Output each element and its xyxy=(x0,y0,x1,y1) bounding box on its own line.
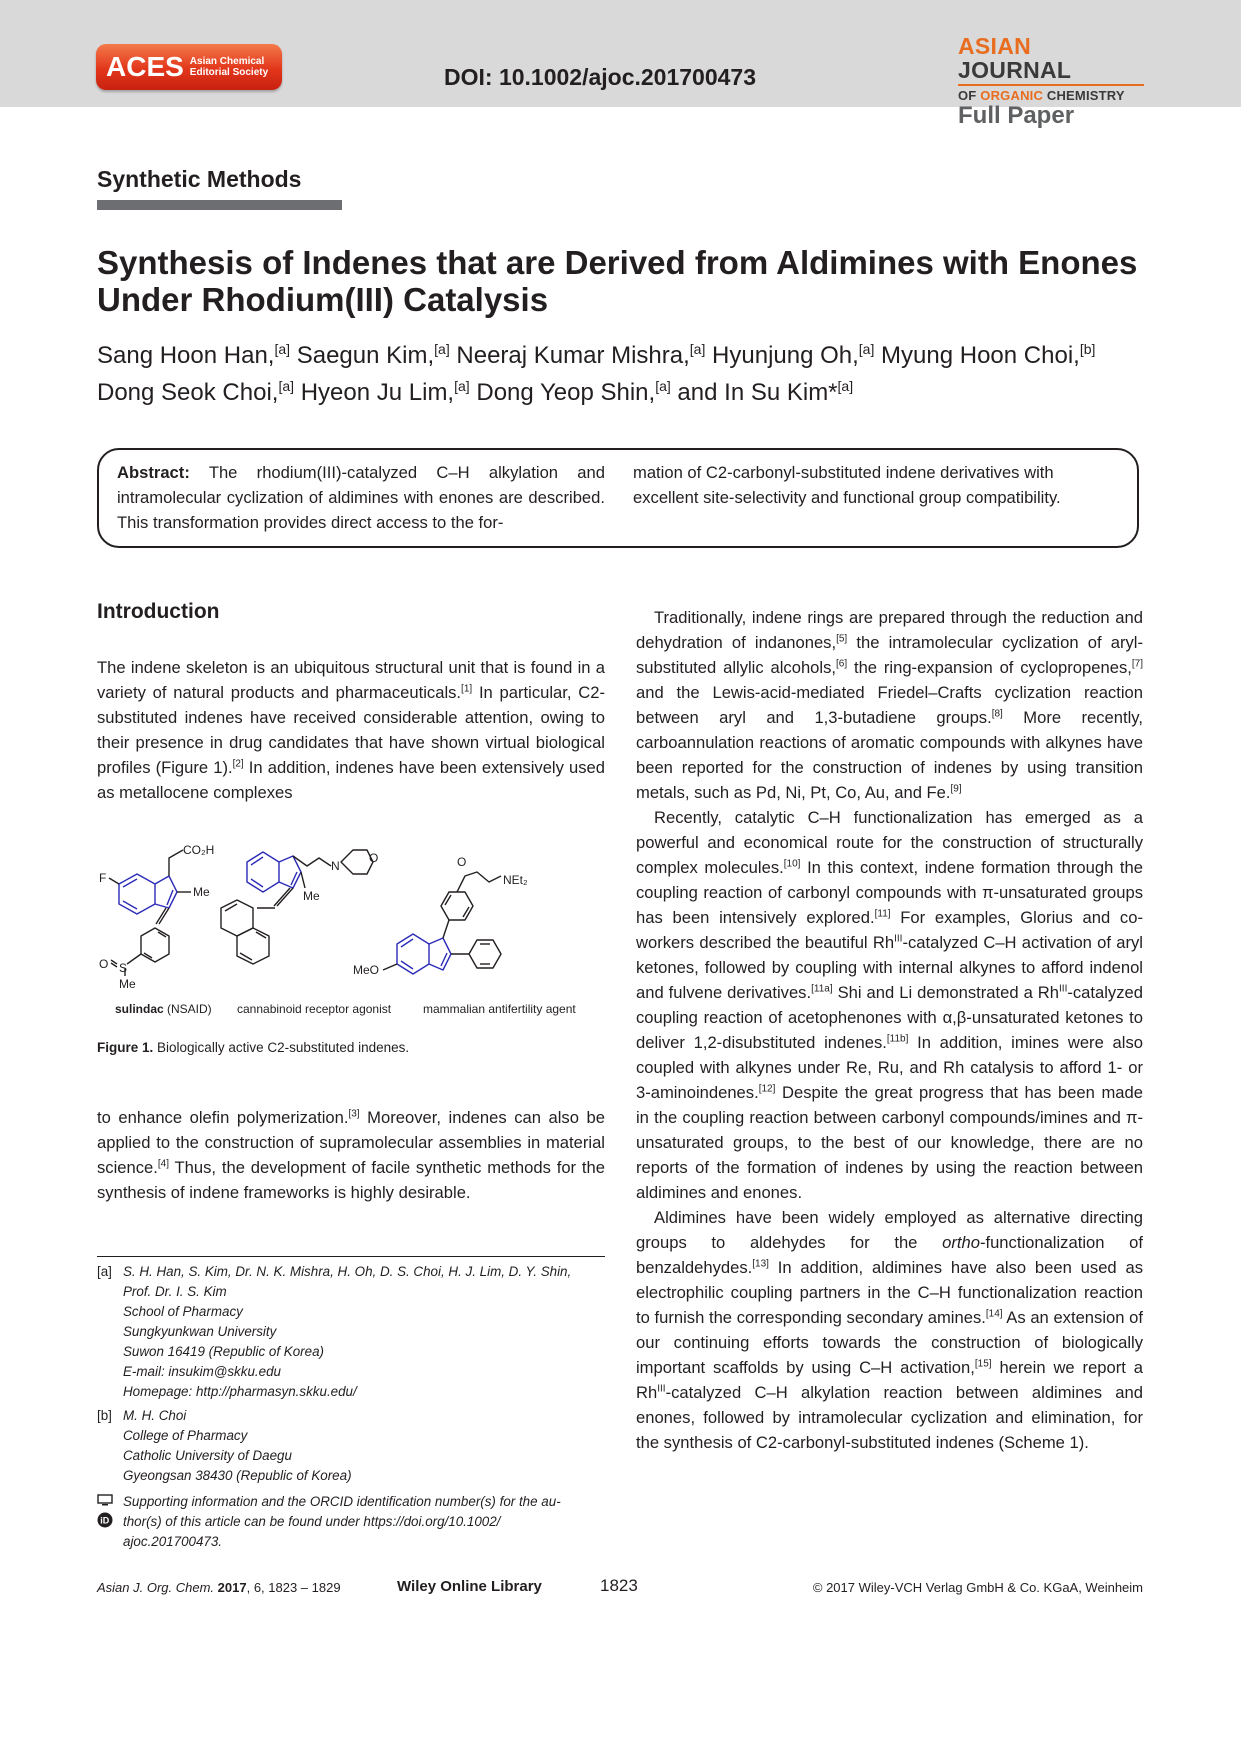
citation-ref: [11] xyxy=(874,908,891,920)
figure-1-structures xyxy=(97,832,607,1022)
footnote-line: School of Pharmacy xyxy=(123,1304,243,1319)
author-affiliation: [a] xyxy=(274,341,291,357)
footnote-line: Supporting information and the ORCID identification number(s) for the au- xyxy=(123,1494,561,1509)
abstract-left-text: The rhodium(III)-catalyzed C–H alkylation and intramolecular cyclization of aldimines with enones are described. This transformation provides direct access to the for- xyxy=(117,463,605,532)
text-run: to enhance olefin polymerization. xyxy=(97,1108,349,1127)
phenoxy-ring xyxy=(441,892,473,920)
footnote-line: ajoc.201700473. xyxy=(123,1534,223,1549)
footnote-line: Sungkyunkwan University xyxy=(123,1324,277,1339)
atom-o-2: O xyxy=(369,851,379,865)
oxidation-state: III xyxy=(657,1383,666,1395)
aces-logo-word: ACES xyxy=(106,51,184,82)
footnote-line: M. H. Choi xyxy=(123,1408,187,1423)
journal-word-chemistry: CHEMISTRY xyxy=(1046,88,1125,103)
page-number: 1823 xyxy=(600,1576,638,1595)
intro-paragraph-2 xyxy=(97,1105,605,1205)
atom-co2h: CO₂H xyxy=(183,843,215,857)
atom-n: N xyxy=(331,859,340,873)
author-affiliation: [a] xyxy=(278,378,295,394)
author-name: Dong Seok Choi, xyxy=(97,379,279,406)
text-run: -catalyzed C–H activation of aryl ketones, followed by coupling with internal alkynes to afford indenol and fulvene derivatives. xyxy=(636,933,1143,1002)
author-affiliation: [a] xyxy=(434,341,450,357)
text-run: the ring-expansion of cyclopropenes, xyxy=(847,658,1132,677)
citation-ref: [15] xyxy=(974,1358,992,1370)
intro-paragraph-1 xyxy=(97,655,605,805)
author-affiliation: [a] xyxy=(454,378,470,394)
text-run: As an extension of our continuing efforts towards the construction of biologically important scaffolds by using C–H activation, xyxy=(636,1308,1143,1377)
footnote-line: College of Pharmacy xyxy=(123,1428,248,1443)
author-affiliation: [a] xyxy=(655,378,671,394)
citation-ref: [10] xyxy=(783,858,801,870)
journal-abbrev: Asian J. Org. Chem. xyxy=(97,1580,215,1595)
footnote-line: Suwon 16419 (Republic of Korea) xyxy=(123,1344,324,1359)
citation-ref: [1] xyxy=(461,683,473,695)
citation-info xyxy=(97,1580,341,1595)
footnote-line: thor(s) of this article can be found under https://doi.org/10.1002/ xyxy=(123,1514,501,1529)
atom-me-1: Me xyxy=(193,885,210,899)
journal-rule xyxy=(958,84,1144,86)
citation-ref: [12] xyxy=(758,1083,776,1095)
label-cannabinoid: cannabinoid receptor agonist xyxy=(237,1002,392,1016)
affiliation-footnotes xyxy=(97,1262,607,1552)
atom-f: F xyxy=(99,871,107,885)
citation-year: 2017 xyxy=(217,1580,247,1595)
citation-ref: [8] xyxy=(991,708,1003,720)
cannabinoid-benzo-ring xyxy=(247,852,279,892)
right-column xyxy=(636,605,1143,1455)
journal-masthead xyxy=(958,34,1148,129)
section-bar xyxy=(97,200,342,210)
aces-sub-line-1: Asian Chemical xyxy=(189,56,265,67)
footnote-line: Catholic University of Daegu xyxy=(123,1448,292,1463)
copyright: © 2017 Wiley-VCH Verlag GmbH & Co. KGaA, Weinheim xyxy=(812,1580,1143,1595)
italic-term: ortho xyxy=(942,1233,980,1252)
atom-o-1: O xyxy=(99,957,109,971)
antifertility-structure xyxy=(383,872,501,974)
author-affiliation: [a] xyxy=(689,341,706,357)
citation-ref: [9] xyxy=(950,783,962,795)
abstract-left xyxy=(117,460,605,535)
citation-ref: [5] xyxy=(836,633,848,645)
text-run: Moreover, indenes can also be applied to the construction of supramolecular assemblies in material science. xyxy=(97,1108,605,1177)
sulindac-aryl-ring xyxy=(141,928,169,962)
footnote-a-lines xyxy=(123,1262,607,1402)
footnote-icons xyxy=(97,1494,115,1528)
abstract-right-text: mation of C2-carbonyl-substituted indene derivatives with excellent site-selectivity and functional group compatibility. xyxy=(633,463,1061,507)
atom-me-3: Me xyxy=(303,889,320,903)
footnote-line: Prof. Dr. I. S. Kim xyxy=(123,1284,227,1299)
sulindac-structure xyxy=(109,850,191,976)
text-run: In addition, indenes have been extensively used as metallocene complexes xyxy=(97,758,605,802)
text-run: For examples, Glorius and co-workers described the beautiful Rh xyxy=(636,908,1143,952)
journal-word-of: OF xyxy=(958,88,977,103)
figure-caption xyxy=(97,1040,409,1055)
citation-ref: [2] xyxy=(232,758,244,770)
introduction-heading: Introduction xyxy=(97,600,220,623)
citation-ref: [11a] xyxy=(811,983,833,995)
abstract-label: Abstract: xyxy=(117,463,190,482)
citation-ref: [14] xyxy=(985,1308,1003,1320)
author-name: and In Su Kim* xyxy=(670,379,838,406)
text-run: herein we report a Rh xyxy=(636,1358,1144,1402)
aces-logo-subtitle xyxy=(190,56,268,78)
author-name: Sang Hoon Han, xyxy=(97,342,275,369)
text-run: and the Lewis-acid-mediated Friedel–Crafts cyclization reaction between aryl and 1,3-butadiene groups. xyxy=(636,683,1143,727)
aces-logo xyxy=(96,44,282,90)
author-name: Myung Hoon Choi, xyxy=(874,342,1080,369)
aces-sub-line-2: Editorial Society xyxy=(189,67,269,78)
atom-o-3: O xyxy=(457,855,467,869)
journal-word-asian: ASIAN xyxy=(958,33,1032,59)
naphthalene-ring-b xyxy=(237,928,269,964)
right-paragraph-1 xyxy=(636,605,1143,805)
text-run: the intramolecular cyclization of aryl-substituted allylic alcohols, xyxy=(636,633,1143,677)
text-run: -functionalization of benzaldehydes. xyxy=(636,1233,1143,1277)
computer-icon xyxy=(97,1494,113,1506)
right-paragraph-2 xyxy=(636,805,1143,1205)
label-sulindac: sulindac xyxy=(115,1002,164,1016)
author-affiliation: [a] xyxy=(858,341,875,357)
footnote-line: S. H. Han, S. Kim, Dr. N. K. Mishra, H. Oh, D. S. Choi, H. J. Lim, D. Y. Shin, xyxy=(123,1264,572,1279)
footnote-a xyxy=(97,1262,607,1402)
atom-me-2: Me xyxy=(119,977,136,991)
cannabinoid-structure xyxy=(221,850,373,964)
right-paragraph-3 xyxy=(636,1205,1143,1455)
text-run: In addition, imines were also coupled with alkynes under Re, Ru, and Rh catalysis to afford 1- or 3-aminoindenes. xyxy=(636,1033,1143,1102)
section-label: Synthetic Methods xyxy=(97,166,302,192)
oxidation-state: III xyxy=(894,933,903,945)
citation-ref: [13] xyxy=(752,1258,769,1270)
antifertility-benzo-ring xyxy=(397,934,429,974)
figure-caption-text: Biologically active C2-substituted indenes. xyxy=(157,1040,410,1055)
author-name: Hyunjung Oh, xyxy=(705,342,859,369)
journal-word-journal: JOURNAL xyxy=(958,57,1072,83)
citation-ref: [3] xyxy=(348,1108,360,1120)
author-affiliation: [b] xyxy=(1079,341,1096,357)
citation-ref: [11b] xyxy=(886,1033,909,1045)
rich-paragraph xyxy=(97,1105,605,1205)
orcid-icon xyxy=(97,1512,113,1528)
atom-net2: NEt₂ xyxy=(503,873,528,887)
author-list xyxy=(97,334,1157,408)
text-run: The indene skeleton is an ubiquitous structural unit that is found in a variety of natural products and pharmaceuticals. xyxy=(97,658,605,702)
footnote-line: Homepage: http://pharmasyn.skku.edu/ xyxy=(123,1384,357,1399)
footnote-a-tag: [a] xyxy=(97,1264,112,1279)
figure-caption-label: Figure 1. xyxy=(97,1040,154,1055)
text-run: More recently, carboannulation reactions of aromatic compounds with alkynes have been reported for the construction of indenes by using transition metals, such as Pd, Ni, Pt, Co, Au, and Fe. xyxy=(636,708,1143,802)
oxidation-state: III xyxy=(1059,983,1068,995)
text-run: Recently, catalytic C–H functionalization has emerged as a powerful and economical route for the construction of structurally complex molecules. xyxy=(636,808,1143,877)
text-run: Despite the great progress that has been made in the coupling reaction between carbonyl compounds/imines and π-unsaturated groups, to the best of our knowledge, there are no reports of the formation of indenes by using the reaction between aldimines and enones. xyxy=(636,1083,1143,1202)
citation-ref: [7] xyxy=(1131,658,1143,670)
footnote-b-tag: [b] xyxy=(97,1408,112,1423)
footnote-b xyxy=(97,1406,607,1486)
supporting-info-lines xyxy=(123,1492,607,1552)
journal-line-1 xyxy=(958,34,1148,82)
text-run: In particular, C2-substituted indenes have received considerable attention, owing to their presence in drug candidates that have shown virtual biological profiles (Figure 1). xyxy=(97,683,605,777)
author-name: Dong Yeop Shin, xyxy=(469,379,656,406)
footnote-line: E-mail: insukim@skku.edu xyxy=(123,1364,281,1379)
citation-volume-pages: , 6, 1823 – 1829 xyxy=(246,1580,341,1595)
label-antifertility: mammalian antifertility agent xyxy=(423,1002,576,1016)
article-title: Synthesis of Indenes that are Derived from Aldimines with Enones Under Rhodium(III) Catalysis xyxy=(97,244,1138,318)
text-run: Thus, the development of facile synthetic methods for the synthesis of indene frameworks is highly desirable. xyxy=(97,1158,605,1202)
citation-ref: [6] xyxy=(836,658,848,670)
text-run: -catalyzed C–H alkylation reaction between aldimines and enones, followed by intramolecular cyclization and elimination, for the synthesis of C2-carbonyl-substituted indenes (Scheme 1). xyxy=(636,1383,1143,1452)
footnote-b-lines xyxy=(123,1406,607,1486)
svg-text:iD: iD xyxy=(100,1515,110,1526)
sulindac-benzo-ring xyxy=(119,874,155,914)
citation-ref: [4] xyxy=(157,1158,169,1170)
abstract-box xyxy=(97,448,1139,548)
author-name: Saegun Kim, xyxy=(290,342,435,369)
text-run: -catalyzed coupling reaction of acetophenones with α,β-unsaturated ketones to deliver 1,2-disubstituted indenes. xyxy=(636,983,1143,1052)
journal-line-2 xyxy=(958,88,1148,103)
atom-meo: MeO xyxy=(353,963,380,977)
text-run: Shi and Li demonstrated a Rh xyxy=(832,983,1060,1002)
author-affiliation: [a] xyxy=(837,378,854,394)
atom-s: S xyxy=(119,961,128,975)
author-name: Hyeon Ju Lim, xyxy=(294,379,455,406)
text-run: Aldimines have been widely employed as alternative directing groups to aldehydes for the xyxy=(636,1208,1143,1252)
author-name: Neeraj Kumar Mishra, xyxy=(449,342,690,369)
supporting-info-note xyxy=(97,1492,607,1552)
label-nsaid: (NSAID) xyxy=(167,1002,212,1016)
article-type: Full Paper xyxy=(958,102,1075,129)
text-run: Traditionally, indene rings are prepared through the reduction and dehydration of indanones, xyxy=(636,608,1143,652)
doi[interactable]: DOI: 10.1002/ajoc.201700473 xyxy=(444,64,757,90)
wiley-online-library-link[interactable]: Wiley Online Library xyxy=(397,1578,542,1595)
text-run: In this context, indene formation through the coupling reaction of carbonyl compounds with π-unsaturated groups has been intensively explored. xyxy=(636,858,1143,927)
journal-word-organic: ORGANIC xyxy=(980,88,1044,103)
footnote-line: Gyeongsan 38430 (Republic of Korea) xyxy=(123,1468,352,1483)
rich-paragraph xyxy=(97,655,605,805)
page-footer xyxy=(97,1576,1143,1598)
footnote-rule xyxy=(97,1256,605,1257)
text-run: In addition, aldimines have also been used as electrophilic coupling partners in the C–H functionalization reaction to furnish the corresponding secondary amines. xyxy=(636,1258,1143,1327)
